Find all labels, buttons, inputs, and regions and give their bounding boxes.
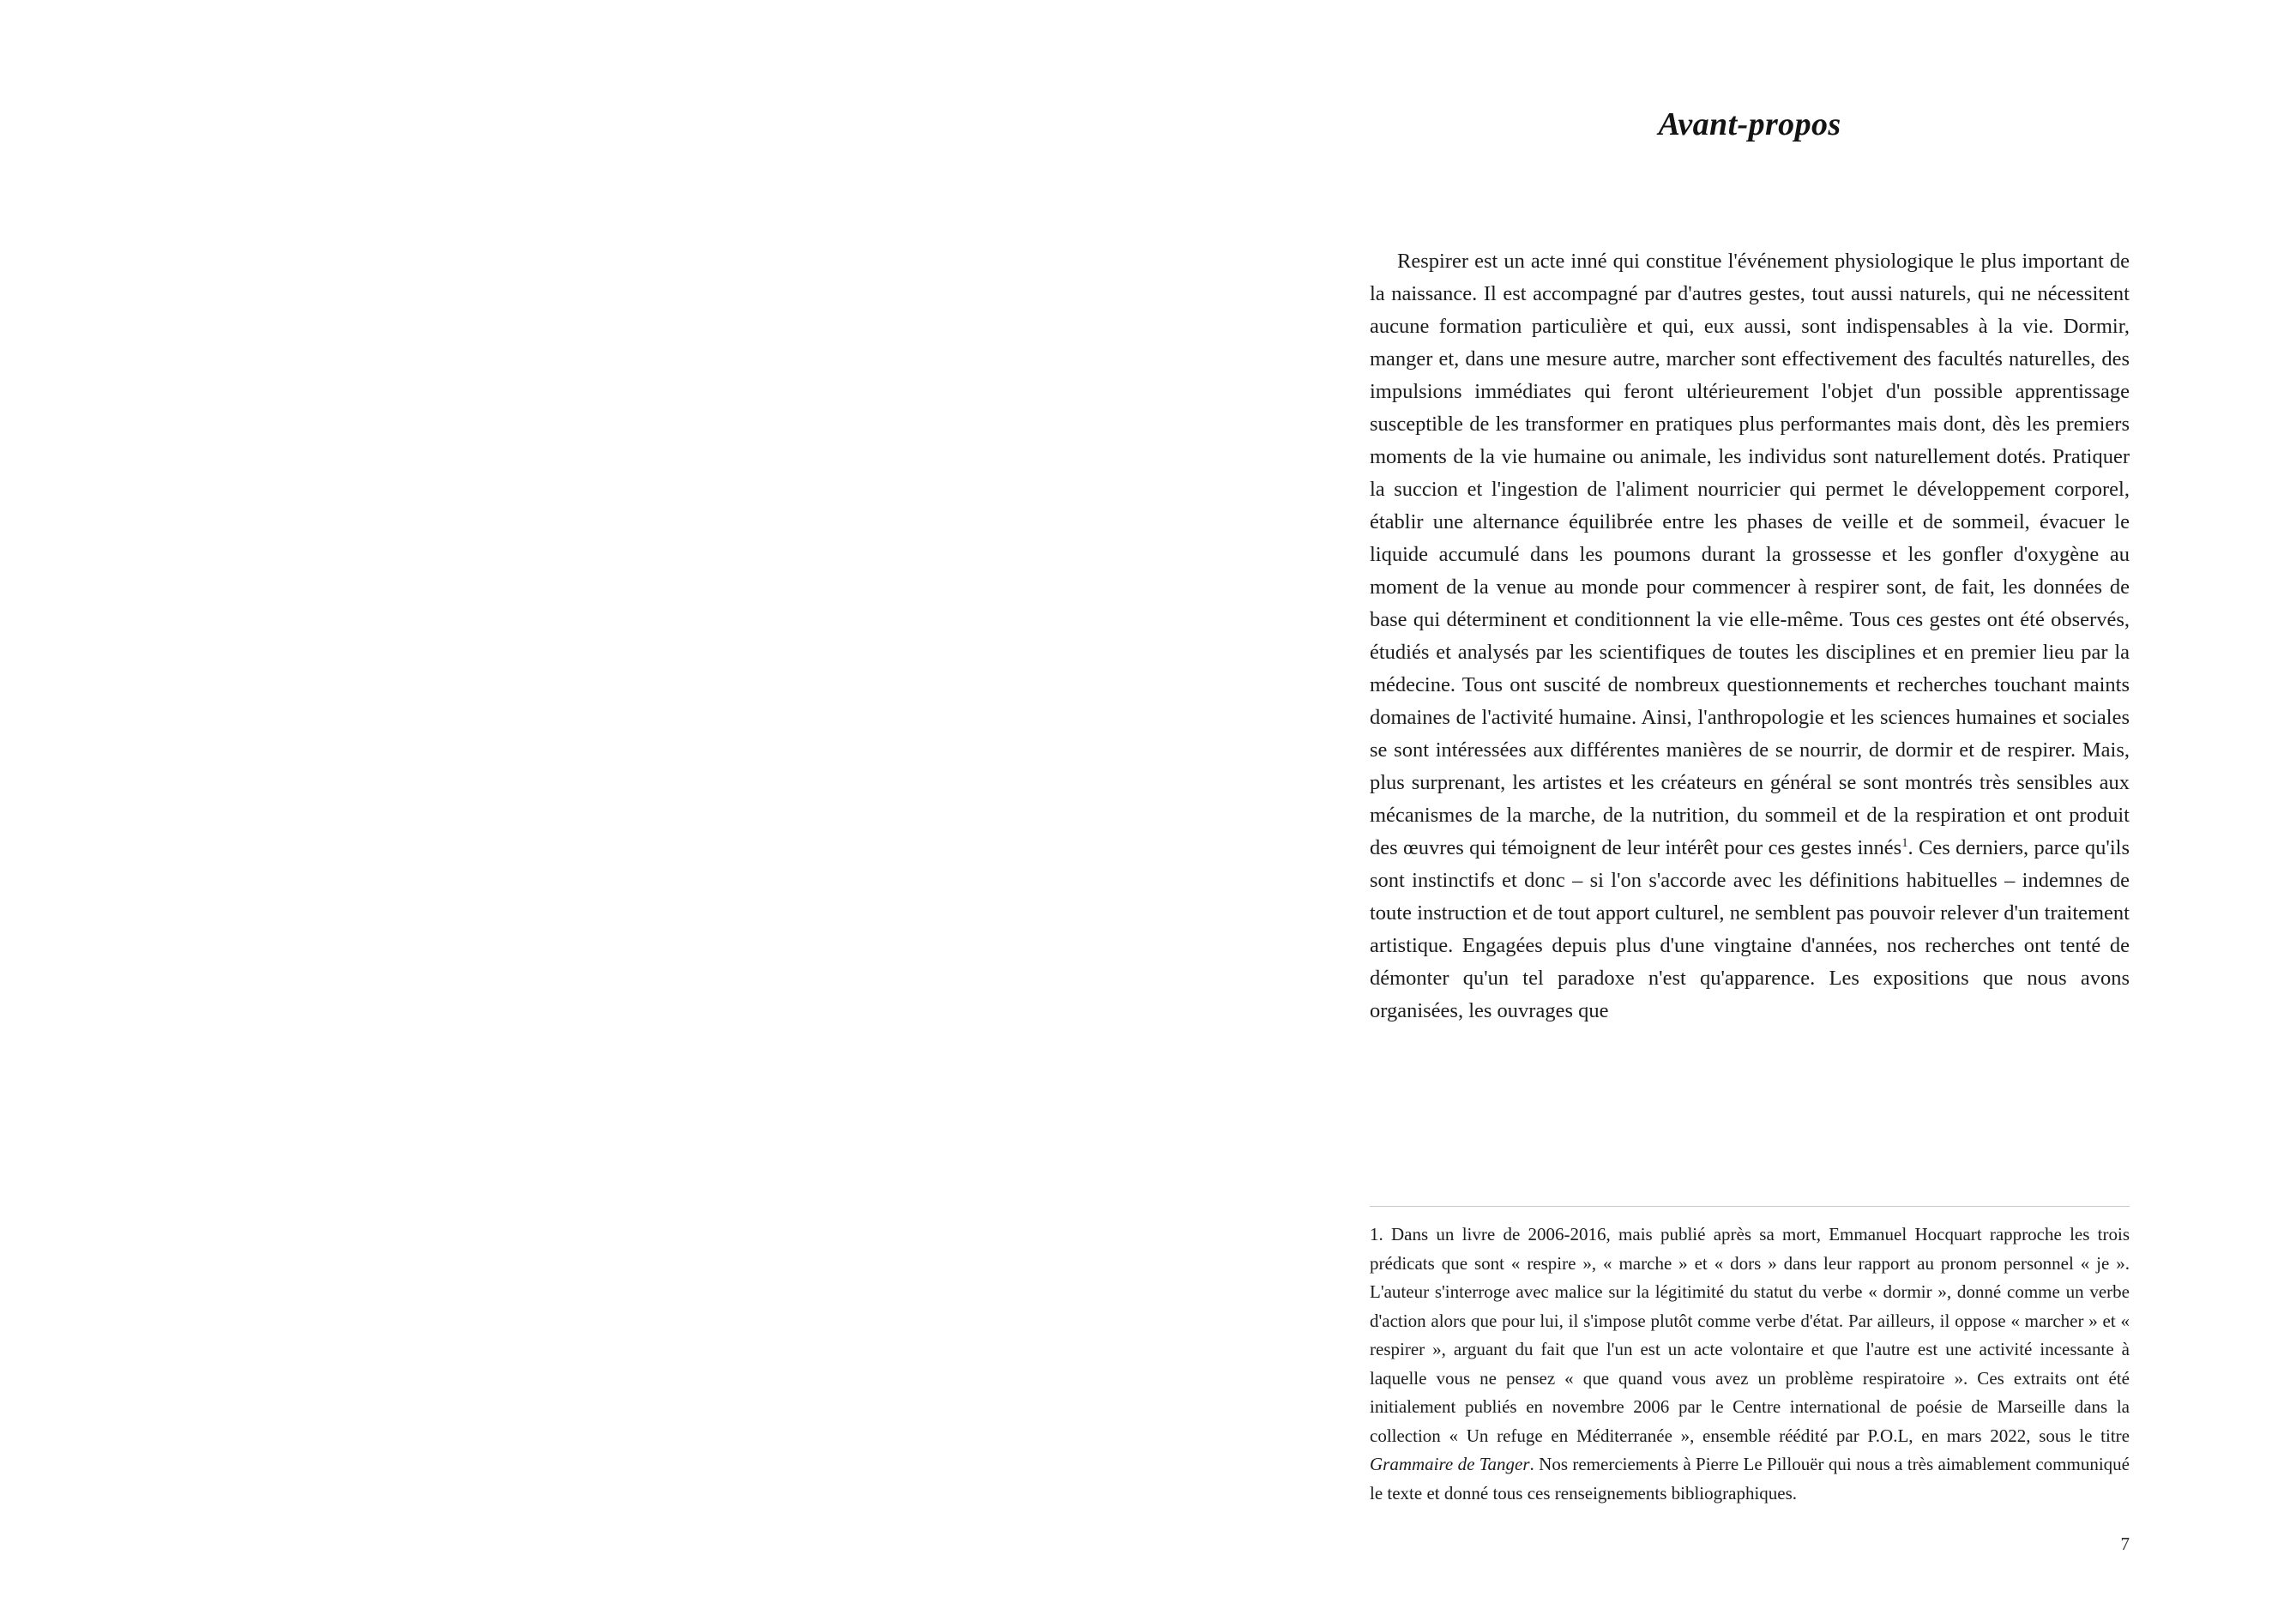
footnote-divider <box>1370 1206 2130 1207</box>
footnote-text <box>1370 1220 2130 1508</box>
body-text-after-reference: . Ces derniers, parce qu'ils sont instinctifs et donc – si l'on s'accorde avec les définitions habituelles – indemnes de toute instruction et de tout apport culturel, ne semblent pas pouvoir relever d'un traitement artistique. Engagées depuis plus d'une vingtaine d'années, nos recherches ont tenté de démonter qu'un tel paradoxe n'est qu'apparence. Les expositions que nous avons organisées, les ouvrages que <box>1370 836 2130 1022</box>
footnote-section <box>1370 1206 2130 1508</box>
footnote-reference-marker: 1 <box>1901 835 1908 850</box>
page-title: Avant-propos <box>1658 106 1841 142</box>
page-number: 7 <box>2120 1534 2130 1554</box>
footnote-text-part1: 1. Dans un livre de 2006-2016, mais publié après sa mort, Emmanuel Hocquart rapproche les trois prédicats que sont « respire », « marche » et « dors » dans leur rapport au pronom personnel « je ». L'auteur s'interroge avec malice sur la légitimité du statut du verbe « dormir », donné comme un verbe d'action alors que pour lui, il s'impose plutôt comme verbe d'état. Par ailleurs, il oppose « marcher » et « respirer », arguant du fait que l'un est un acte volontaire et que l'autre est une activité incessante à laquelle vous ne pensez « que quand vous avez un problème respiratoire ». Ces extraits ont été initialement publiés en novembre 2006 par le Centre international de poésie de Marseille dans la collection « Un refuge en Méditerranée », ensemble réédité par P.O.L, en mars 2022, sous le titre <box>1370 1224 2130 1446</box>
cited-work-title: Grammaire de Tanger <box>1370 1454 1530 1474</box>
body-text-before-reference: Respirer est un acte inné qui constitue l'événement physiologique le plus important de la naissance. Il est accompagné par d'autres gestes, tout aussi naturels, qui ne nécessitent aucune formation particulière et qui, eux aussi, sont indispensables à la vie. Dormir, manger et, dans une mesure autre, marcher sont effectivement des facultés naturelles, des impulsions immédiates qui feront ultérieurement l'objet d'un possible apprentissage susceptible de les transformer en pratiques plus performantes mais dont, dès les premiers moments de la vie humaine ou animale, les individus sont naturellement dotés. Pratiquer la succion et l'ingestion de l'aliment nourricier qui permet le développement corporel, établir une alternance équilibrée entre les phases de veille et de sommeil, évacuer le liquide accumulé dans les poumons durant la grossesse et les gonfler d'oxygène au moment de la venue au monde pour commencer à respirer sont, de fait, les données de base qui déterminent et conditionnent la vie elle-même. Tous ces gestes ont été observés, étudiés et analysés par les scientifiques de toutes les disciplines et en premier lieu par la médecine. Tous ont suscité de nombreux questionnements et recherches touchant maints domaines de l'activité humaine. Ainsi, l'anthropologie et les sciences humaines et sociales se sont intéressées aux différentes manières de se nourrir, de dormir et de respirer. Mais, plus surprenant, les artistes et les créateurs en général se sont montrés très sensibles aux mécanismes de la marche, de la nutrition, du sommeil et de la respiration et ont produit des œuvres qui témoignent de leur intérêt pour ces gestes innés <box>1370 250 2130 859</box>
footnote-text-part2: . Nos remerciements à Pierre Le Pillouër qui nous a très aimablement communiqué le texte et donné tous ces renseignements bibliographiques. <box>1370 1454 2130 1503</box>
text-column <box>1370 105 2130 1027</box>
body-paragraph <box>1370 245 2130 1027</box>
